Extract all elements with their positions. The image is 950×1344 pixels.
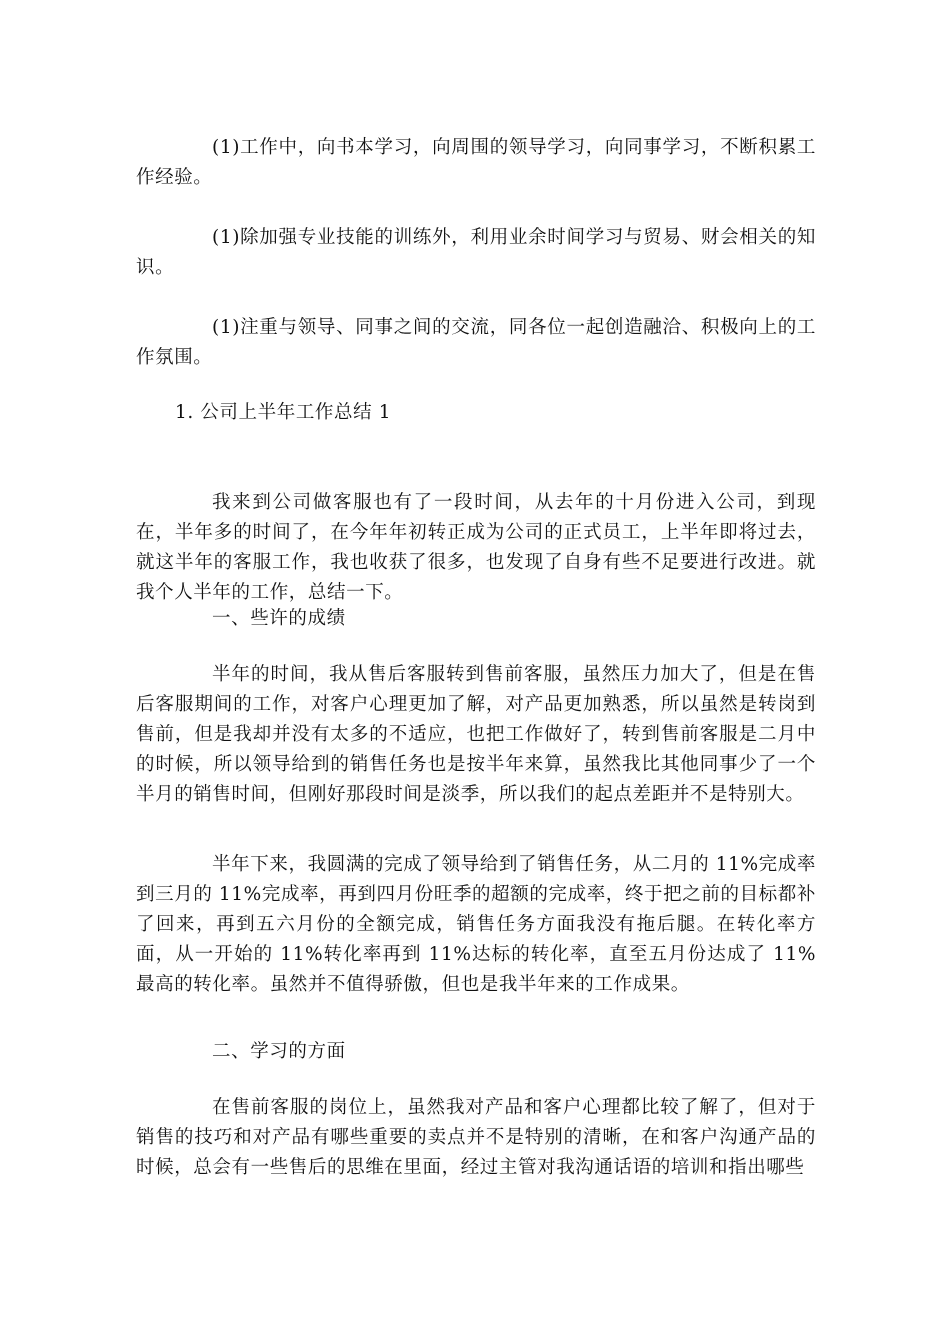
- heading-learning: 二、学习的方面: [212, 1041, 346, 1062]
- heading-achievements: 一、些许的成绩: [212, 608, 346, 629]
- paragraph-achievements-1: 半年的时间，我从售后客服转到售前客服，虽然压力加大了，但是在售后客服期间的工作，对客户心理更加了解，对产品更加熟悉，所以虽然是转岗到售前，但是我却并没有太多的不适应，也把工作做好了，转到售前客服是二月中的时候，所以领导给到的销售任务也是按半年来算，虽然我比其他同事少了一个半月的销售时间，但刚好那段时间是淡季，所以我们的起点差距并不是特别大。: [136, 664, 816, 805]
- list-item: (1)注重与领导、同事之间的交流，同各位一起创造融洽、积极向上的工作氛围。: [136, 317, 816, 368]
- list-item: (1)除加强专业技能的训练外，利用业余时间学习与贸易、财会相关的知识。: [136, 227, 816, 278]
- section-title: 1. 公司上半年工作总结 1: [175, 402, 392, 423]
- paragraph-learning-1: 在售前客服的岗位上，虽然我对产品和客户心理都比较了解了，但对于销售的技巧和对产品有哪些重要的卖点并不是特别的清晰，在和客户沟通产品的时候，总会有一些售后的思维在里面，经过主管对我沟通话语的培训和指出哪些: [136, 1097, 816, 1178]
- list-item: (1)工作中，向书本学习，向周围的领导学习，向同事学习，不断积累工作经验。: [136, 137, 816, 188]
- paragraph-achievements-2: 半年下来，我圆满的完成了领导给到了销售任务，从二月的 11%完成率到三月的 11%完成率，再到四月份旺季的超额的完成率，终于把之前的目标都补了回来，再到五六月份的全额完成，销售任务方面我没有拖后腿。在转化率方面，从一开始的 11%转化率再到 11%达标的转化率，直至五月份达成了 11%最高的转化率。虽然并不值得骄傲，但也是我半年来的工作成果。: [136, 854, 816, 995]
- intro-paragraph: 我来到公司做客服也有了一段时间，从去年的十月份进入公司，到现在，半年多的时间了，在今年年初转正成为公司的正式员工，上半年即将过去，就这半年的客服工作，我也收获了很多，也发现了自身有些不足要进行改进。就我个人半年的工作，总结一下。: [136, 492, 816, 603]
